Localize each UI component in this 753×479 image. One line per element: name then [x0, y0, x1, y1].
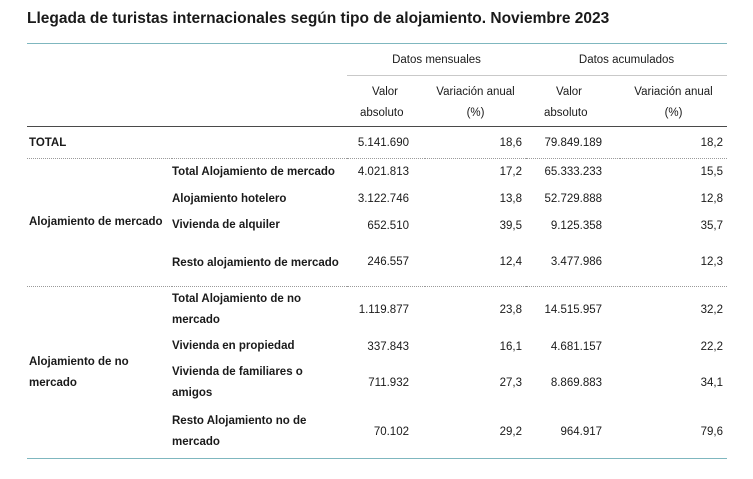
row-monthly-var: 29,2 [425, 407, 526, 459]
row-accum-var: 79,6 [620, 407, 727, 459]
row-accum-var: 22,2 [700, 340, 724, 353]
header-absoluto: absoluto [360, 107, 404, 119]
tourism-table [27, 43, 727, 459]
row-label: Resto alojamiento de mercado [172, 239, 347, 287]
total-accum-abs: 79.849.189 [526, 127, 620, 159]
row-label: Alojamiento hotelero [172, 192, 287, 205]
header-monthly-var [425, 76, 526, 127]
header-blank-1 [27, 44, 172, 76]
table-row-total [27, 127, 727, 159]
row-accum-abs: 52.729.888 [544, 193, 603, 205]
header-pct: (%) [466, 107, 485, 119]
header-blank-2 [172, 44, 347, 76]
row-monthly-abs: 337.843 [367, 340, 409, 353]
row-label: Vivienda en propiedad [172, 340, 295, 352]
row-accum-var: 12,3 [620, 239, 727, 287]
row-monthly-abs: 1.119.877 [358, 304, 409, 317]
row-monthly-var: 12,4 [425, 239, 526, 287]
row-accum-abs: 65.333.233 [544, 166, 603, 179]
row-monthly-abs: 70.102 [347, 407, 425, 459]
row-label: Vivienda de alquiler [172, 219, 280, 231]
total-blank [172, 127, 347, 159]
total-accum-var: 18,2 [620, 127, 727, 159]
row-accum-var: 12,8 [700, 193, 724, 205]
total-monthly-abs: 5.141.690 [347, 127, 425, 159]
header-pct: (%) [664, 107, 683, 119]
header-variacion: Variación anual [436, 86, 515, 98]
row-monthly-abs: 652.510 [367, 219, 409, 232]
row-label: Total Alojamiento de mercado [172, 165, 335, 178]
category-nonmarket: Alojamiento de no mercado [27, 287, 172, 459]
row-monthly-var: 16,1 [499, 340, 523, 353]
row-accum-var: 15,5 [700, 166, 724, 179]
row-label: Vivienda de familiares o amigos [172, 366, 303, 399]
header-absoluto: absoluto [544, 107, 588, 119]
table-row [27, 159, 727, 186]
row-accum-abs: 8.869.883 [550, 377, 603, 389]
header-valor: Valor [372, 86, 398, 98]
row-monthly-abs: 4.021.813 [357, 166, 409, 179]
header-monthly-abs [347, 76, 425, 127]
header-accum-abs [526, 76, 620, 127]
row-monthly-var: 39,5 [499, 219, 523, 232]
row-monthly-var: 23,8 [499, 304, 523, 317]
page-title: Llegada de turistas internacionales según tipo de alojamiento. Noviembre 2023 [27, 10, 610, 27]
row-accum-var: 34,1 [700, 377, 724, 389]
header-valor: Valor [556, 86, 583, 98]
row-accum-var: 32,2 [700, 304, 724, 317]
total-label: TOTAL [27, 127, 172, 159]
header-variacion: Variación anual [634, 86, 713, 98]
row-monthly-abs: 246.557 [347, 239, 425, 287]
row-accum-abs: 14.515.957 [544, 304, 603, 317]
table-row [27, 287, 727, 334]
total-monthly-var: 18,6 [425, 127, 526, 159]
header-blank-3 [27, 76, 172, 127]
row-monthly-abs: 3.122.746 [357, 193, 409, 205]
row-monthly-var: 17,2 [499, 166, 523, 179]
row-accum-abs: 4.681.157 [550, 340, 603, 353]
row-label: Resto Alojamiento no de mercado [172, 407, 347, 459]
category-market: Alojamiento de mercado [27, 159, 172, 287]
row-accum-abs: 3.477.986 [526, 239, 620, 287]
row-monthly-abs: 711.932 [368, 377, 409, 389]
row-accum-abs: 9.125.358 [550, 219, 603, 232]
header-group-monthly: Datos mensuales [347, 44, 526, 76]
header-accum-var [620, 76, 727, 127]
row-monthly-var: 13,8 [499, 193, 523, 205]
row-label: Total Alojamiento de no mercado [172, 293, 302, 327]
header-group-accum: Datos acumulados [526, 44, 727, 76]
row-accum-abs: 964.917 [526, 407, 620, 459]
row-monthly-var: 27,3 [499, 377, 523, 389]
header-blank-4 [172, 76, 347, 127]
row-accum-var: 35,7 [700, 219, 724, 232]
